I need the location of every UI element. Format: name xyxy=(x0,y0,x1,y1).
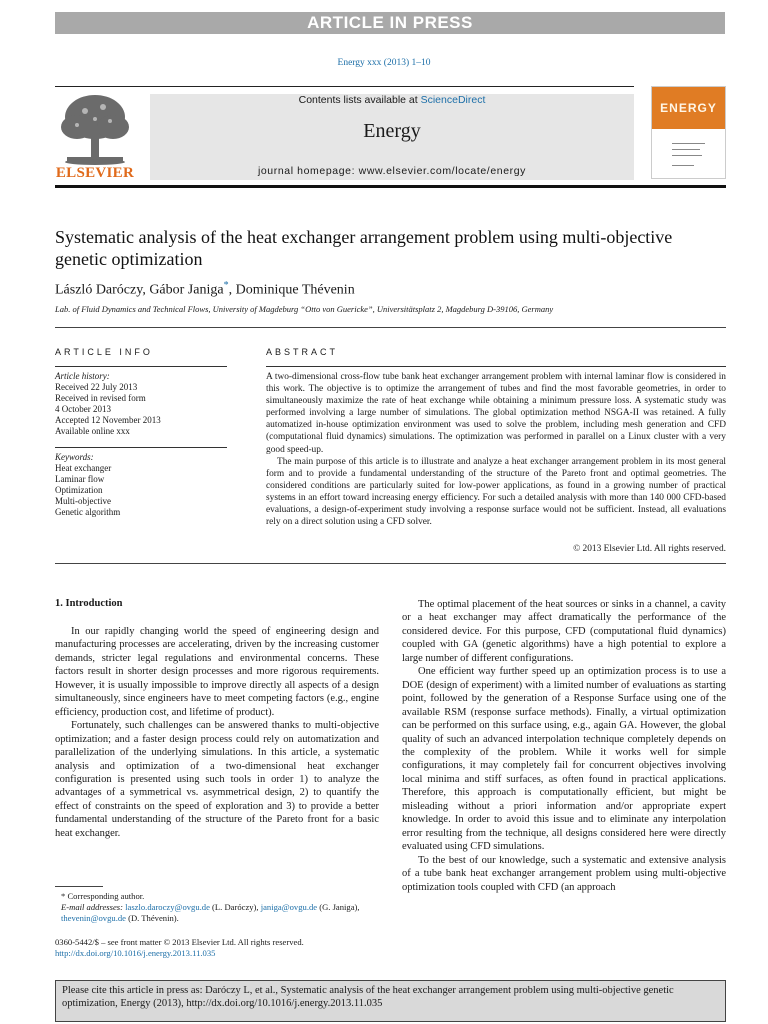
email-owner: (D. Thévenin). xyxy=(125,913,179,923)
publisher-name[interactable]: ELSEVIER xyxy=(55,165,135,181)
journal-cover-thumbnail[interactable] xyxy=(651,86,726,179)
keyword: Heat exchanger xyxy=(55,463,112,474)
body-column-right xyxy=(402,598,726,894)
body-paragraph: The optimal placement of the heat sources or sinks in a channel, a cavity or a heat exchanger may affect dramatically the performance of the considered device. For this purpose, CFD (computational fluid dynamics) coupled with GA (genetic algorithms) have a high potential to explore a large number of different configurations. xyxy=(402,599,726,664)
abstract-rule xyxy=(266,366,726,367)
issn-line: 0360-5442/$ – see front matter © 2013 Elsevier Ltd. All rights reserved. xyxy=(55,937,304,947)
footnote-rule xyxy=(55,886,103,887)
journal-title: Energy xyxy=(363,120,421,142)
history-item: 4 October 2013 xyxy=(55,404,111,415)
email-addresses xyxy=(55,902,379,924)
email-owner: (G. Janiga), xyxy=(317,902,360,912)
article-info-rule xyxy=(55,366,227,367)
history-label: Article history: xyxy=(55,371,110,381)
doi-link[interactable]: http://dx.doi.org/10.1016/j.energy.2013.11.035 xyxy=(55,948,216,958)
email-link[interactable]: janiga@ovgu.de xyxy=(260,902,318,912)
keyword: Multi-objective xyxy=(55,496,111,507)
keyword: Optimization xyxy=(55,485,103,496)
corresponding-author-note: * Corresponding author. xyxy=(61,891,145,901)
section-rule xyxy=(55,327,726,328)
article-in-press-banner: ARTICLE IN PRESS xyxy=(55,12,725,34)
article-info-heading: ARTICLE INFO xyxy=(55,347,153,357)
body-rule xyxy=(55,563,726,564)
journal-header-box xyxy=(150,94,634,180)
header-thick-rule xyxy=(55,185,726,188)
authors-rest: , Dominique Thévenin xyxy=(228,282,355,298)
header-rule xyxy=(55,86,634,87)
body-paragraph: One efficient way further speed up an optimization process is to use a DOE (design of experiment) with a limited number of evaluations as starting point, followed by the generation of a Response Surface using one of the available RSM (response surface methods). Finally, a virtual optimization can be performed on this surface using, e.g., again GA. However, the global quality of such an advanced interpolation technique completely depends on the complexity of the problem. While it works well for simple configurations, it may completely fail for concurrent objectives involving local minima and stiff surfaces, as often found in practical applications. Therefore, this approach is computationally efficient, but might be misleading without a priori information and/or appropriate expert knowledge. In order to avoid this issue and to eliminate any interpolation error resulting from the technique, all designs considered here were directly evaluated using CFD simulations. xyxy=(402,666,726,853)
keyword: Genetic algorithm xyxy=(55,507,121,518)
contents-available-line xyxy=(150,94,634,106)
keywords xyxy=(55,452,235,519)
body-column-left xyxy=(55,625,379,840)
affiliation: Lab. of Fluid Dynamics and Technical Flows, University of Magdeburg “Otto von Guericke”, Universitätsplatz 2, Magdeburg D-39106, Germany xyxy=(55,304,554,314)
email-link[interactable]: laszlo.daroczy@ovgu.de xyxy=(125,902,210,912)
journal-homepage[interactable]: journal homepage: www.elsevier.com/locate/energy xyxy=(257,165,527,177)
journal-citation-line[interactable]: Energy xxx (2013) 1–10 xyxy=(337,58,431,68)
email-label: E-mail addresses: xyxy=(61,902,126,912)
history-item: Available online xxx xyxy=(55,426,130,437)
email-link[interactable]: thevenin@ovgu.de xyxy=(61,913,126,923)
issn-block xyxy=(55,937,304,959)
sciencedirect-link[interactable]: ScienceDirect xyxy=(420,94,486,106)
body-paragraph: In our rapidly changing world the speed of engineering design and manufacturing processes are accelerating, driven by the increasing customer demands, stricter legal regulations and environmental concerns. These factors result in shorter design processes and more rigorous requirements. However, it is usually impossible to improve directly all aspects of a design simultaneously, since engineers have to meet competing factors (e.g., engine efficiency, production cost, and lifetime of product). xyxy=(55,626,379,718)
corresponding-author-marker[interactable]: * xyxy=(223,280,229,291)
keyword: Laminar flow xyxy=(55,474,105,485)
history-item: Received 22 July 2013 xyxy=(55,382,138,393)
body-paragraph: To the best of our knowledge, such a systematic and extensive analysis of a tube bank heat exchanger arrangement problem using multi-objective optimization tools coupled with CFD (an approach xyxy=(402,854,726,893)
article-title: Systematic analysis of the heat exchanger arrangement problem using multi-objective genetic optimization xyxy=(55,227,673,269)
contents-prefix: Contents lists available at xyxy=(298,94,421,106)
history-item: Accepted 12 November 2013 xyxy=(55,415,161,426)
cite-this-article-box: Please cite this article in press as: Daróczy L, et al., Systematic analysis of the heat exchanger arrangement problem using multi-objective genetic optimization, Energy (2013), http://dx.doi.org/10.1016/j.energy.2013.11.035 xyxy=(55,980,726,1022)
author-list xyxy=(55,280,355,299)
keywords-label: Keywords: xyxy=(55,452,94,462)
abstract-paragraph: The main purpose of this article is to illustrate and analyze a heat exchanger arrangement problem in its most general form and to provide a fundamental understanding of the structure of the Pareto front and optimal geometries. The considered conditions are particularly suited for low-power applications, as found in a growing number of practical systems in an effort toward increasing energy efficiency. For such a detailed analysis with more than 140 000 CFD-based evaluations, a design-of-experiment study involving a response surface would not be sufficient. Instead, all evaluations rely on a direct solution using a CFD solver. xyxy=(266,456,726,528)
keywords-rule xyxy=(55,447,227,448)
abstract-copyright: © 2013 Elsevier Ltd. All rights reserved. xyxy=(573,544,726,554)
article-history xyxy=(55,371,235,438)
cover-title: ENERGY xyxy=(660,101,717,115)
section-heading-introduction: 1. Introduction xyxy=(55,598,123,609)
email-owner: (L. Daróczy), xyxy=(209,902,261,912)
abstract-body xyxy=(266,371,726,528)
history-item: Received in revised form xyxy=(55,393,146,404)
footnote xyxy=(55,891,379,924)
body-paragraph: Fortunately, such challenges can be answered thanks to multi-objective optimization; and a faster design process could rely on automatization and parallelization of the underlying simulations. In this article, a systematic analysis and optimization of a two-dimensional heat exchanger configuration is presented using such tools in order 1) to analyze the advantages of a symmetrical vs. asymmetrical design, 2) to quantify the effect of constraints on the speed of exploration and 3) to provide a better fundamental understanding of the structure of the Pareto front for a basic heat exchanger. xyxy=(55,720,379,839)
abstract-paragraph: A two-dimensional cross-flow tube bank heat exchanger arrangement problem with internal laminar flow is considered in this work. The objective is to optimize the arrangement of tubes and find the most favorable geometries, in order to simultaneously maximize the rate of heat exchange while obtaining a minimum pressure loss. A systematic study was performed involving a large number of simulations. The global optimization method NSGA-II was retained. A fully automatized in-house optimization environment was used to solve the problem, including mesh generation and CFD (computational fluid dynamics) simulations. The optimization was performed in parallel on a Linux cluster with a very good speed-up. xyxy=(266,372,726,455)
authors-first: László Daróczy, Gábor Janiga xyxy=(55,282,224,298)
abstract-heading: ABSTRACT xyxy=(266,347,339,357)
